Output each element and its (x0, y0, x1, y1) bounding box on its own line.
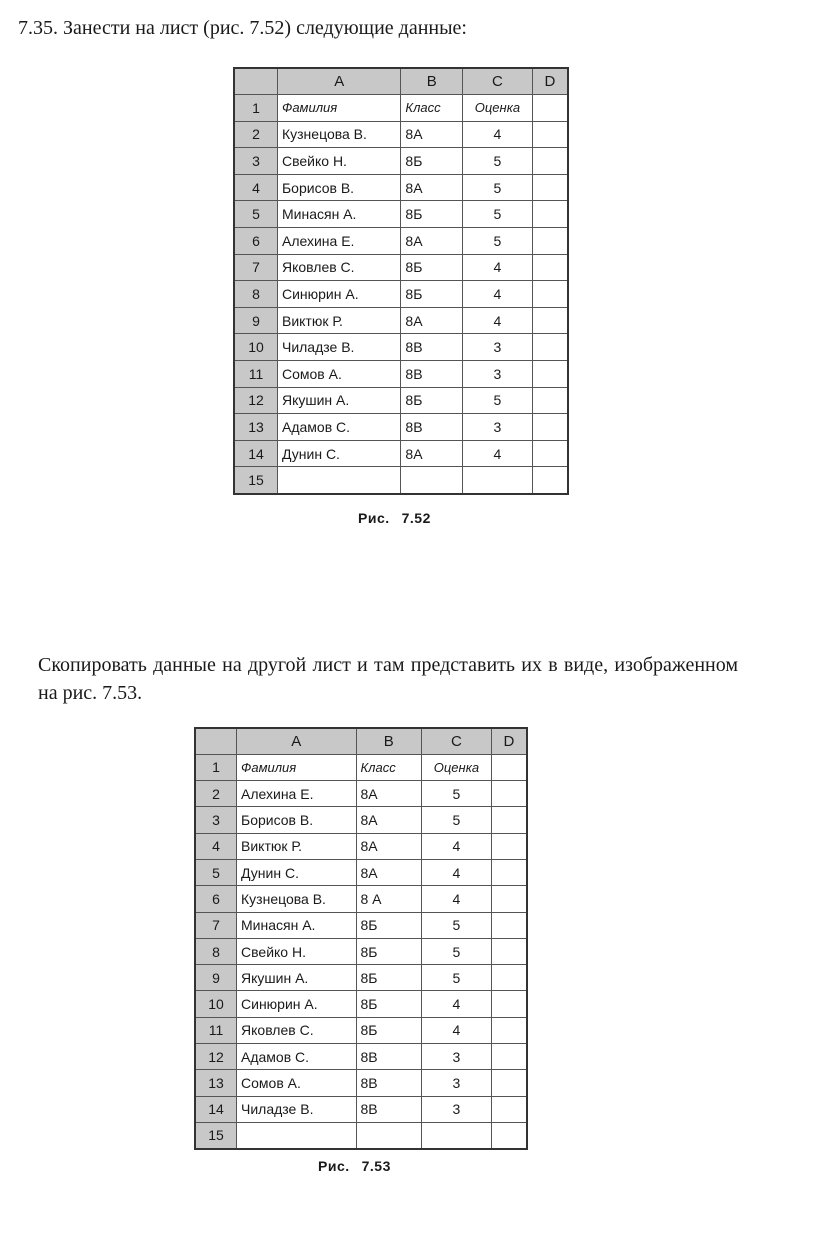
row-header: 4 (234, 174, 277, 201)
cell-d (491, 833, 527, 859)
cell-d (532, 361, 568, 388)
table-row (234, 254, 568, 281)
cell-c: 5 (463, 387, 533, 414)
table-row (234, 281, 568, 308)
cell-d (532, 440, 568, 467)
cell-d (532, 201, 568, 228)
column-header-c: C (463, 68, 533, 95)
cell-a: Минасян А. (237, 912, 356, 938)
cell-a: Яковлев С. (237, 1017, 356, 1043)
cell-d (491, 1044, 527, 1070)
cell-c: 3 (463, 334, 533, 361)
table-row (195, 965, 527, 991)
table-row (195, 1017, 527, 1043)
figure-caption-7-52 (358, 510, 431, 526)
cell-a: Борисов В. (277, 174, 400, 201)
caption-prefix: Рис. (358, 510, 390, 526)
table-row (195, 912, 527, 938)
table-row (195, 754, 527, 780)
column-header-a: A (277, 68, 400, 95)
cell-b: 8А (356, 833, 422, 859)
spreadsheet-fig-7-53 (194, 727, 528, 1150)
table-row (234, 467, 568, 494)
cell-d (491, 886, 527, 912)
cell-c: 4 (463, 440, 533, 467)
cell-b: 8В (401, 414, 463, 441)
table-row (195, 1122, 527, 1148)
figure-caption-7-53 (318, 1158, 391, 1174)
cell-b: 8Б (401, 281, 463, 308)
copy-instruction: Скопировать данные на другой лист и там представить их в виде, изображенном на рис. 7.53. (38, 654, 738, 704)
row-header: 10 (234, 334, 277, 361)
cell-a (277, 467, 400, 494)
table-row (234, 334, 568, 361)
cell-b: Класс (356, 754, 422, 780)
cell-b: 8А (401, 228, 463, 255)
table-row (195, 1096, 527, 1122)
column-header-a: A (237, 728, 356, 754)
cell-a: Адамов С. (277, 414, 400, 441)
cell-b: 8В (356, 1044, 422, 1070)
table-row (234, 148, 568, 175)
cell-a: Чиладзе В. (277, 334, 400, 361)
cell-a: Чиладзе В. (237, 1096, 356, 1122)
task-title: 7.35. Занести на лист (рис. 7.52) следующие данные: (18, 17, 467, 39)
column-header-row (195, 728, 527, 754)
table-row (234, 95, 568, 122)
cell-a (237, 1122, 356, 1148)
cell-b: 8А (356, 781, 422, 807)
cell-b: 8А (356, 807, 422, 833)
cell-d (491, 807, 527, 833)
table-row (234, 228, 568, 255)
cell-d (491, 1122, 527, 1148)
table-row (234, 361, 568, 388)
cell-b: 8Б (401, 201, 463, 228)
cell-c: 4 (422, 886, 492, 912)
cell-c (422, 1122, 492, 1148)
cell-d (491, 754, 527, 780)
cell-d (532, 228, 568, 255)
cell-c: 5 (422, 938, 492, 964)
row-header: 13 (234, 414, 277, 441)
cell-c: 3 (463, 361, 533, 388)
row-header: 9 (195, 965, 237, 991)
cell-b: 8Б (356, 991, 422, 1017)
row-header: 14 (234, 440, 277, 467)
cell-c: 4 (463, 307, 533, 334)
cell-a: Свейко Н. (277, 148, 400, 175)
table-row (195, 1044, 527, 1070)
cell-d (491, 1070, 527, 1096)
cell-a: Свейко Н. (237, 938, 356, 964)
cell-c: 3 (463, 414, 533, 441)
cell-a: Сомов А. (237, 1070, 356, 1096)
row-header: 3 (234, 148, 277, 175)
cell-b: 8В (356, 1070, 422, 1096)
caption-number: 7.52 (401, 510, 431, 526)
cell-d (532, 387, 568, 414)
row-header: 6 (234, 228, 277, 255)
cell-c: 3 (422, 1096, 492, 1122)
cell-b: 8Б (401, 254, 463, 281)
cell-a: Яковлев С. (277, 254, 400, 281)
cell-c (463, 467, 533, 494)
cell-a: Алехина Е. (237, 781, 356, 807)
row-header: 5 (234, 201, 277, 228)
cell-b: 8А (401, 307, 463, 334)
cell-d (532, 254, 568, 281)
column-header-row (234, 68, 568, 95)
column-header-c: C (422, 728, 492, 754)
cell-c: 5 (463, 228, 533, 255)
cell-b: 8Б (401, 148, 463, 175)
table-row (195, 1070, 527, 1096)
caption-number: 7.53 (361, 1158, 391, 1174)
cell-a: Минасян А. (277, 201, 400, 228)
table-row (195, 807, 527, 833)
row-header: 11 (234, 361, 277, 388)
row-header: 7 (195, 912, 237, 938)
column-header-b: B (356, 728, 422, 754)
table-row (234, 387, 568, 414)
cell-c: 4 (463, 121, 533, 148)
table-row (234, 307, 568, 334)
cell-d (491, 912, 527, 938)
row-header: 7 (234, 254, 277, 281)
cell-a: Виктюк Р. (237, 833, 356, 859)
cell-a: Якушин А. (237, 965, 356, 991)
corner-cell (234, 68, 277, 95)
cell-d (532, 307, 568, 334)
cell-c: 5 (422, 965, 492, 991)
cell-b: 8В (401, 361, 463, 388)
cell-d (532, 281, 568, 308)
cell-a: Синюрин А. (237, 991, 356, 1017)
cell-c: 5 (422, 807, 492, 833)
spreadsheet-fig-7-52 (233, 67, 569, 495)
cell-b (401, 467, 463, 494)
cell-a: Синюрин А. (277, 281, 400, 308)
column-header-d: D (491, 728, 527, 754)
cell-b (356, 1122, 422, 1148)
row-header: 5 (195, 859, 237, 885)
cell-d (491, 781, 527, 807)
row-header: 13 (195, 1070, 237, 1096)
cell-b: 8Б (356, 1017, 422, 1043)
row-header: 11 (195, 1017, 237, 1043)
row-header: 12 (234, 387, 277, 414)
table-row (234, 201, 568, 228)
cell-b: 8В (356, 1096, 422, 1122)
cell-d (532, 95, 568, 122)
cell-a: Фамилия (277, 95, 400, 122)
row-header: 4 (195, 833, 237, 859)
table-row (195, 781, 527, 807)
cell-b: 8Б (356, 965, 422, 991)
cell-b: 8А (401, 121, 463, 148)
table-row (234, 440, 568, 467)
cell-c: 3 (422, 1070, 492, 1096)
caption-prefix: Рис. (318, 1158, 350, 1174)
cell-a: Виктюк Р. (277, 307, 400, 334)
cell-b: 8Б (356, 938, 422, 964)
cell-a: Дунин С. (237, 859, 356, 885)
row-header: 9 (234, 307, 277, 334)
table-row (195, 938, 527, 964)
cell-d (491, 1017, 527, 1043)
cell-b: 8Б (356, 912, 422, 938)
cell-c: 4 (463, 254, 533, 281)
cell-d (532, 121, 568, 148)
column-header-b: B (401, 68, 463, 95)
cell-d (532, 174, 568, 201)
row-header: 8 (234, 281, 277, 308)
row-header: 2 (234, 121, 277, 148)
row-header: 15 (195, 1122, 237, 1148)
cell-c: 5 (422, 781, 492, 807)
cell-c: 3 (422, 1044, 492, 1070)
cell-b: 8Б (401, 387, 463, 414)
row-header: 6 (195, 886, 237, 912)
cell-c: 5 (463, 148, 533, 175)
cell-d (532, 414, 568, 441)
row-header: 15 (234, 467, 277, 494)
cell-a: Кузнецова В. (237, 886, 356, 912)
row-header: 2 (195, 781, 237, 807)
cell-d (491, 938, 527, 964)
row-header: 8 (195, 938, 237, 964)
cell-c: 5 (463, 174, 533, 201)
cell-b: 8А (401, 174, 463, 201)
table-row (195, 886, 527, 912)
cell-b: 8 А (356, 886, 422, 912)
cell-c: 5 (463, 201, 533, 228)
cell-a: Сомов А. (277, 361, 400, 388)
row-header: 14 (195, 1096, 237, 1122)
table-row (234, 174, 568, 201)
cell-a: Якушин А. (277, 387, 400, 414)
cell-b: 8В (401, 334, 463, 361)
table-row (234, 414, 568, 441)
cell-d (491, 965, 527, 991)
cell-a: Кузнецова В. (277, 121, 400, 148)
table-row (195, 859, 527, 885)
cell-b: 8А (356, 859, 422, 885)
cell-a: Борисов В. (237, 807, 356, 833)
cell-a: Алехина Е. (277, 228, 400, 255)
cell-d (491, 1096, 527, 1122)
cell-b: 8А (401, 440, 463, 467)
row-header: 1 (234, 95, 277, 122)
cell-c: 4 (422, 833, 492, 859)
cell-c: 4 (422, 1017, 492, 1043)
cell-c: 4 (422, 859, 492, 885)
table-row (234, 121, 568, 148)
cell-d (532, 334, 568, 361)
corner-cell (195, 728, 237, 754)
cell-d (491, 859, 527, 885)
cell-c: Оценка (422, 754, 492, 780)
cell-d (491, 991, 527, 1017)
row-header: 1 (195, 754, 237, 780)
cell-c: 4 (422, 991, 492, 1017)
row-header: 3 (195, 807, 237, 833)
row-header: 10 (195, 991, 237, 1017)
column-header-d: D (532, 68, 568, 95)
cell-a: Дунин С. (277, 440, 400, 467)
cell-d (532, 148, 568, 175)
cell-a: Адамов С. (237, 1044, 356, 1070)
cell-c: Оценка (463, 95, 533, 122)
cell-b: Класс (401, 95, 463, 122)
cell-d (532, 467, 568, 494)
cell-c: 4 (463, 281, 533, 308)
table-row (195, 833, 527, 859)
row-header: 12 (195, 1044, 237, 1070)
table-row (195, 991, 527, 1017)
cell-c: 5 (422, 912, 492, 938)
cell-a: Фамилия (237, 754, 356, 780)
